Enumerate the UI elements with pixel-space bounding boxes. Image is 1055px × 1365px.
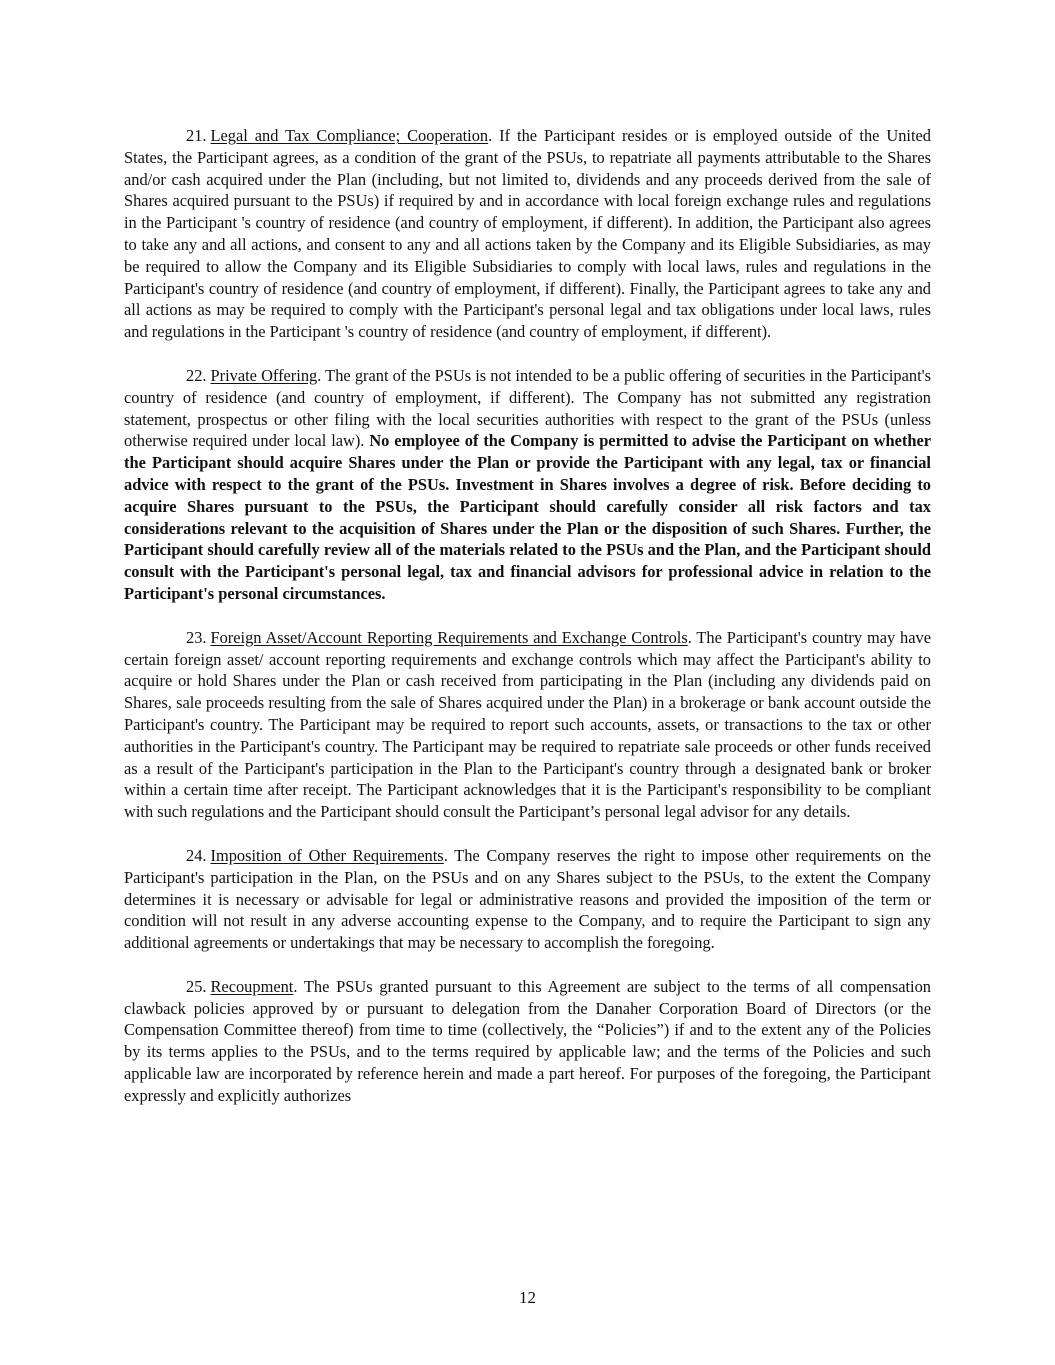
section-24	[124, 845, 931, 954]
heading-period: .	[443, 845, 448, 865]
section-heading: Imposition of Other Requirements	[210, 845, 444, 865]
heading-period: .	[317, 365, 322, 385]
section-body: The grant of the PSUs is not intended to be a public offering of securities in the Participant's country of residence (and country of employment, if different). The Company has not submitted any registration statement, prospectus or other filing with the local securities authorities with respect to the grant of the PSUs (unless otherwise required under local law).	[124, 365, 931, 451]
heading-period: .	[687, 627, 692, 647]
section-body: If the Participant resides or is employed outside of the United States, the Participant agrees, as a condition of the grant of the PSUs, to repatriate all payments attributable to the Shares and/or cash acquired under the Plan (including, but not limited to, dividends and any proceeds derived from the sale of Shares acquired pursuant to the PSUs) if required by and in accordance with local foreign exchange rules and regulations in the Participant 's country of residence (and country of employment, if different). In addition, the Participant also agrees to take any and all actions, and consent to any and all actions taken by the Company and its Eligible Subsidiaries, as may be required to allow the Company and its Eligible Subsidiaries to comply with local laws, rules and regulations in the Participant's country of residence (and country of employment, if different). Finally, the Participant agrees to take any and all actions as may be required to comply with the Participant's personal legal and tax obligations under local laws, rules and regulations in the Participant 's country of residence (and country of employment, if different).	[124, 126, 932, 342]
section-heading: Private Offering	[210, 365, 318, 385]
section-body: The Participant's country may have certain foreign asset/ account reporting requirements and exchange controls which may affect the Participant's ability to acquire or hold Shares under the Plan or cash received from participating in the Plan (including any dividends paid on Shares, sale proceeds resulting from the sale of Shares acquired under the Plan) in a brokerage or bank account outside the Participant's country. The Participant may be required to report such accounts, assets, or transactions to the tax or other authorities in the Participant's country. The Participant may be required to repatriate sale proceeds or other funds received as a result of the Participant's participation in the Plan to the Participant's country through a designated bank or broker within a certain time after receipt. The Participant acknowledges that it is the Participant's responsibility to be compliant with such regulations and the Participant should consult the Participant’s personal legal advisor for any details.	[124, 627, 931, 822]
section-number: 25.	[186, 976, 207, 996]
section-22	[124, 365, 931, 605]
section-number: 23.	[186, 627, 207, 647]
section-heading: Recoupment	[210, 976, 294, 996]
section-25	[124, 976, 931, 1107]
page-number: 12	[519, 1288, 536, 1307]
section-21	[124, 125, 931, 343]
section-body: The PSUs granted pursuant to this Agreement are subject to the terms of all compensation clawback policies approved by or pursuant to delegation from the Danaher Corporation Board of Directors (or the Compensation Committee thereof) from time to time (collectively, the “Policies”) if and to the extent any of the Policies by its terms applies to the PSUs, and to the terms required by applicable law; and the terms of the Policies and such applicable law are incorporated by reference herein and made a part hereof. For purposes of the foregoing, the Participant expressly and explicitly authorizes	[124, 976, 931, 1105]
section-number: 21.	[186, 126, 207, 145]
section-bold-warning: No employee of the Company is permitted to advise the Participant on whether the Participant should acquire Shares under the Plan or provide the Participant with any legal, tax or financial advice with respect to the grant of the PSUs. Investment in Shares involves a degree of risk. Before deciding to acquire Shares pursuant to the PSUs, the Participant should carefully consider all risk factors and tax considerations relevant to the acquisition of Shares under the Plan or the disposition of such Shares. Further, the Participant should carefully review all of the materials related to the PSUs and the Plan, and the Participant should consult with the Participant's personal legal, tax and financial advisors for professional advice in relation to the Participant's personal circumstances.	[124, 431, 931, 603]
heading-period: .	[488, 126, 493, 145]
heading-period: .	[293, 976, 298, 996]
section-body: The Company reserves the right to impose other requirements on the Participant's participation in the Plan, on the PSUs and on any Shares subject to the PSUs, to the extent the Company determines it is necessary or advisable for legal or administrative reasons and provided the imposition of the term or condition will not result in any adverse accounting expense to the Company, and to require the Participant to sign any additional agreements or undertakings that may be necessary to accomplish the foregoing.	[124, 845, 931, 953]
section-number: 24.	[186, 845, 207, 865]
section-heading: Legal and Tax Compliance; Cooperation	[210, 126, 489, 145]
section-23	[124, 627, 931, 823]
section-number: 22.	[186, 365, 207, 385]
document-page	[124, 125, 931, 1129]
section-heading: Foreign Asset/Account Reporting Requirements and Exchange Controls	[210, 627, 688, 647]
